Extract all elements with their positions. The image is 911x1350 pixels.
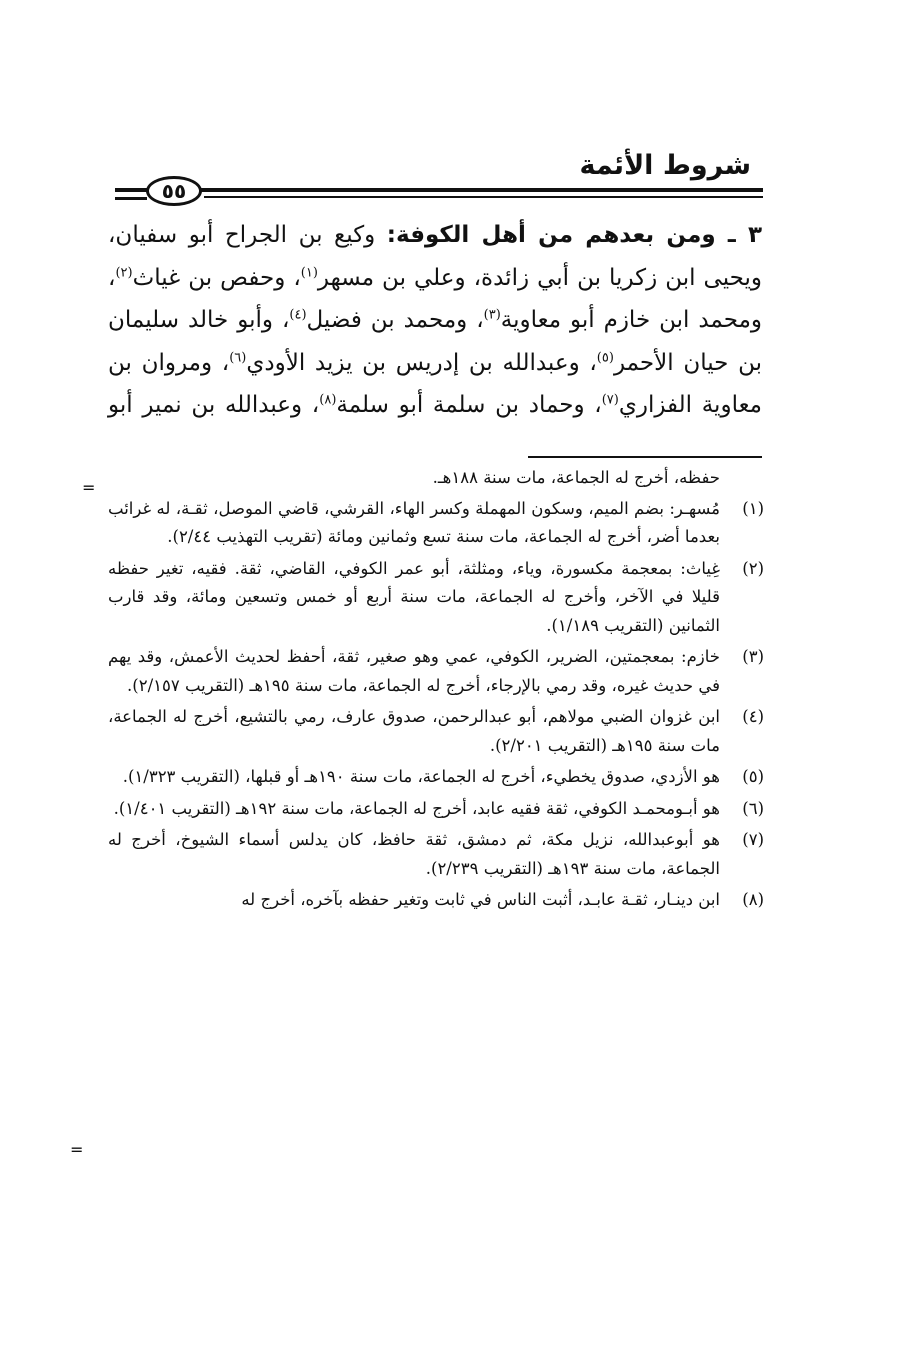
footnote-item <box>108 795 764 824</box>
footnote-ref: (٤) <box>289 307 307 323</box>
footnote-separator <box>528 456 762 458</box>
footnote-ref: (٧) <box>601 392 619 408</box>
footnote-item <box>108 826 764 883</box>
footnote-text: غِياث: بمعجمة مكسورة، وياء، ومثلثة، أبو عمر الكوفي، القاضي، ثقة. فقيه، تغير حفظه قليلا في الآخر، وأخرج له الجماعة، مات سنة أربع أو خمس وتسعين ومائة، وقد قارب الثمانين (التقريب ١/١٨٩). <box>108 558 720 635</box>
footnote-ref: (٥) <box>596 349 614 365</box>
footnote-text: هو الأزدي، صدوق يخطيء، أخرج له الجماعة، مات سنة ١٩٠هـ أو قبلها، (التقريب ١/٣٢٣). <box>122 767 720 786</box>
footnote-number: (٨) <box>742 890 764 909</box>
continuation-mark-bottom: = <box>70 1140 84 1159</box>
footnote-number: (١) <box>742 498 764 518</box>
footnote-number: (٤) <box>742 707 764 726</box>
footnote-text: هو أبوعبدالله، نزيل مكة، ثم دمشق، ثقة حافظ، كان يدلس أسماء الشيوخ، أخرج له الجماعة، مات سنة ١٩٣هـ (التقريب ٢/٢٣٩). <box>108 830 720 878</box>
footnotes <box>108 464 764 918</box>
continuation-mark-top: = <box>82 478 96 497</box>
header-rule <box>115 188 763 192</box>
footnote-ref: (٦) <box>229 349 247 365</box>
main-segment: ، وحفص بن غياث <box>132 264 301 291</box>
header-rule-thin <box>204 196 763 198</box>
footnote-text: خازم: بمعجمتين، الضرير، الكوفي، عمي وهو صغير، ثقة، أحفظ لحديث الأعمش، وقد يهم في حديث غيره، وقد رمي بالإرجاء، أخرج له الجماعة، مات سنة ١٩٥هـ (التقريب ٢/١٥٧). <box>108 647 720 695</box>
footnote-number: (٦) <box>742 798 764 818</box>
footnote-number: (٧) <box>742 830 764 849</box>
main-segment: ، وحماد بن سلمة أبو سلمة <box>336 392 602 418</box>
footnote-text: ابن غزوان الضبي مولاهم، أبو عبدالرحمن، صدوق عارف، رمي بالتشيع، أخرج له الجماعة، مات سنة ١٩٥هـ (التقريب ٢/٢٠١). <box>108 707 720 755</box>
main-paragraph <box>108 214 762 427</box>
footnote-item <box>108 555 764 641</box>
footnote-text: ابن دينـار، ثقـة عابـد، أثبت الناس في ثابت وتغير حفظه بآخره، أخرج له <box>241 890 720 909</box>
footnote-item <box>108 763 764 792</box>
footnote-ref: (٢) <box>115 264 133 280</box>
main-segment: ، وأبو خالد سليمان بن حيان الأحمر <box>108 307 762 376</box>
footnote-number: (٥) <box>742 767 764 786</box>
footnote-item <box>108 495 764 552</box>
footnote-number: (٣) <box>742 647 764 666</box>
footnote-ref: (٣) <box>483 307 501 323</box>
main-segment: ، ومروان بن معاوية الفزاري <box>108 349 762 418</box>
main-segment: ، ومحمد ابن خازم أبو معاوية <box>108 264 762 333</box>
running-title: شروط الأئمة <box>579 150 751 181</box>
page-number: ٥٥ <box>146 176 202 206</box>
footnote-item <box>108 703 764 760</box>
main-segment: ، وعبدالله بن إدريس بن يزيد الأودي <box>246 349 597 376</box>
header-rule-left <box>115 188 147 200</box>
main-segment: وكيع بن الجراح أبو سفيان، ويحيى ابن زكريا بن أبي زائدة، وعلي بن مسهر <box>108 222 763 291</box>
footnote-text: هو أبـومحمـد الكوفي، ثقة فقيه عابد، أخرج له الجماعة، مات سنة ١٩٢هـ (التقريب ١/٤٠١). <box>113 798 720 818</box>
footnote-text: مُسهـر: بضم الميم، وسكون المهملة وكسر الهاء، القرشي، قاضي الموصل، ثقـة، له غرائب بعدما أضر، أخرج له الجماعة، مات سنة تسع وثمانين ومائة (تقريب التهذيب ٢/٤٤). <box>108 498 720 546</box>
main-segment: ، ومحمد بن فضيل <box>306 307 484 333</box>
footnote-item <box>108 643 764 700</box>
footnote-item <box>108 886 764 915</box>
main-segment: ، وعبدالله بن نمير أبو <box>108 392 320 418</box>
footnote-ref: (١) <box>300 264 318 280</box>
footnote-number: (٢) <box>742 558 764 578</box>
footnote-ref: (٨) <box>319 392 337 408</box>
footnote-continuation: حفظه، أخرج له الجماعة، مات سنة ١٨٨هـ. <box>432 468 720 487</box>
section-lead-in: ٣ ـ ومن بعدهم من أهل الكوفة: <box>386 222 762 248</box>
